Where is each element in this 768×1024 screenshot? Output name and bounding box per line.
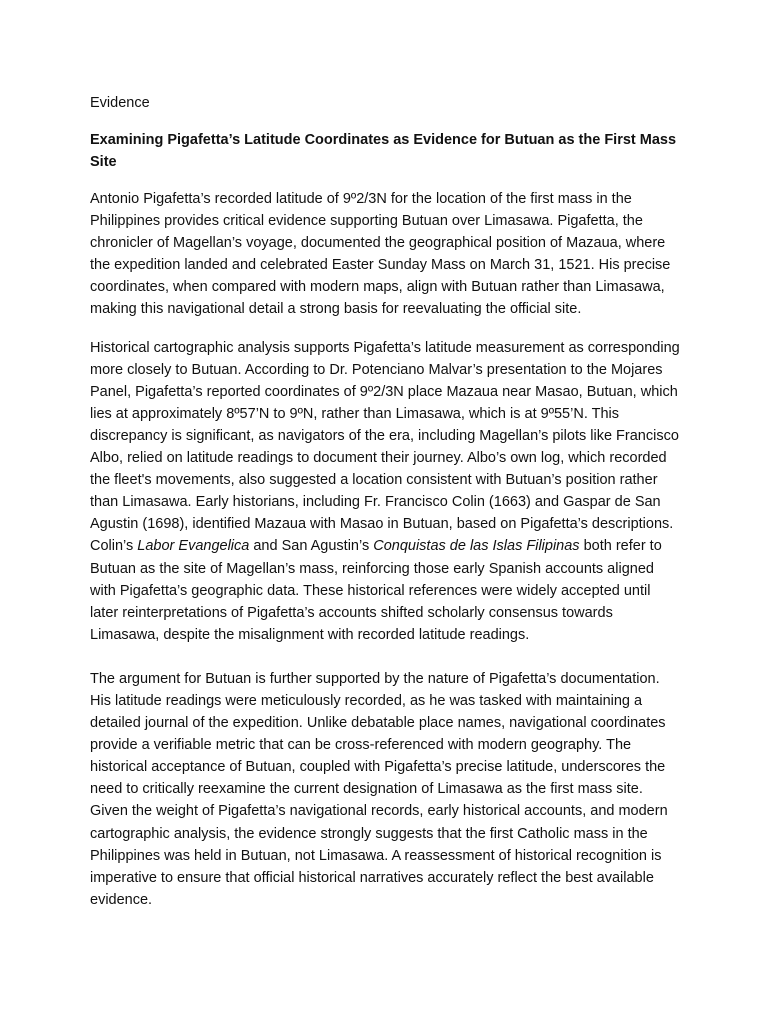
document-page xyxy=(90,92,680,911)
paragraph-1: Antonio Pigafetta’s recorded latitude of 9º2/3N for the location of the first mass in the Philippines provides critical evidence supporting Butuan over Limasawa. Pigafetta, the chronicler of Magellan’s voyage, documented the geographical position of Mazaua, where the expedition landed and celebrated Easter Sunday Mass on March 31, 1521. His precise coordinates, when compared with modern maps, align with Butuan rather than Limasawa, making this navigational detail a strong basis for reevaluating the official site. xyxy=(90,191,671,318)
paragraph-2-text-1: Historical cartographic analysis supports Pigafetta’s latitude measurement as corresponding more closely to Butuan. According to Dr. Potenciano Malvar’s presentation to the Mojares Panel, Pigafetta’s reported coordinates of 9º2/3N place Mazaua near Masao, Butuan, which lies at approximately 8º57’N to 9ºN, rather than Limasawa, which is at 9º55’N. This discrepancy is significant, as navigators of the era, including Magellan’s pilots like Francisco Albo, relied on latitude readings to document their journey. Albo’s own log, which recorded the fleet's movements, also suggested a location consistent with Butuan’s position rather than Limasawa. Early historians, including Fr. Francisco Colin (1663) and Gaspar de San Agustin (1698), identified Mazaua with Masao in Butuan, based on Pigafetta’s descriptions. Colin’s xyxy=(90,339,680,555)
paragraph-2-text-3: both refer to Butuan as the site of Magellan’s mass, reinforcing those early Spanish accounts aligned with Pigafetta’s geographic data. These historical references were widely accepted until later reinterpretations of Pigafetta’s accounts shifted scholarly consensus towards Limasawa, despite the misalignment with recorded latitude readings. xyxy=(90,538,662,643)
paragraph-2-text-2: and San Agustin’s xyxy=(249,538,374,555)
book-title-labor-evangelica: Labor Evangelica xyxy=(137,538,250,555)
document-title: Examining Pigafetta’s Latitude Coordinates as Evidence for Butuan as the First Mass Site xyxy=(90,132,677,170)
book-title-conquistas: Conquistas de las Islas Filipinas xyxy=(373,538,580,555)
paragraph-3: The argument for Butuan is further supported by the nature of Pigafetta’s documentation. His latitude readings were meticulously recorded, as he was tasked with maintaining a detailed journal of the expedition. Unlike debatable place names, navigational coordinates provide a verifiable metric that can be cross-referenced with modern geography. The historical acceptance of Butuan, coupled with Pigafetta’s precise latitude, underscores the need to critically reexamine the current designation of Limasawa as the first mass site. Given the weight of Pigafetta’s navigational records, early historical accounts, and modern cartographic analysis, the evidence strongly suggests that the first Catholic mass in the Philippines was held in Butuan, not Limasawa. A reassessment of historical recognition is imperative to ensure that official historical narratives accurately reflect the best available evidence. xyxy=(90,670,668,908)
section-label: Evidence xyxy=(90,95,150,111)
paragraph-2 xyxy=(90,337,680,646)
